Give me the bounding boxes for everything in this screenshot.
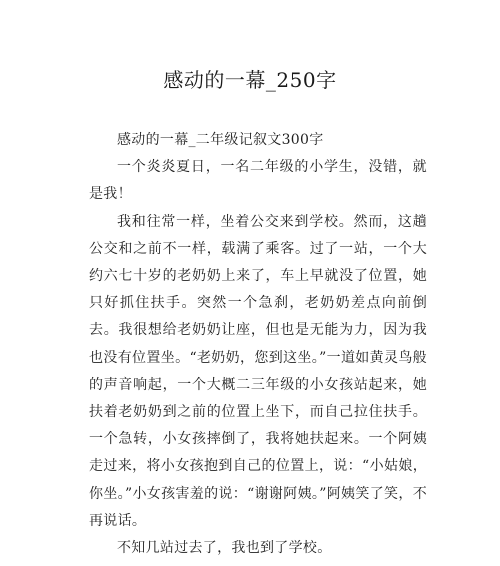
paragraph-intro: 一个炎炎夏日，一名二年级的小学生，没错，就是我！	[89, 159, 427, 203]
document-body	[89, 127, 427, 562]
paragraph-ending: 不知几站过去了，我也到了学校。	[117, 540, 332, 557]
document-title: 感动的一幕_250字	[163, 68, 337, 92]
paragraph-subtitle: 感动的一幕_二年级记叙文300字	[117, 132, 324, 148]
paragraph-story: 我和往常一样，坐着公交来到学校。然而，这趟公交和之前不一样，载满了乘客。过了一站，一个大约六七十岁的老奶奶上来了，车上早就没了位置，她只好抓住扶手。突然一个急刹，老奶奶差点向前倒去。我很想给老奶奶让座，但也是无能为力，因为我也没有位置坐。“老奶奶，您到这坐。”一道如黄灵鸟般的声音响起，一个大概二三年级的小女孩站起来，她扶着老奶奶到之前的位置上坐下，而自己拉住扶手。一个急转，小女孩摔倒了，我将她扶起来。一个阿姨走过来，将小女孩抱到自己的位置上，说：“小姑娘，你坐。”小女孩害羞的说：“谢谢阿姨。”阿姨笑了笑，不再说话。	[89, 213, 427, 529]
